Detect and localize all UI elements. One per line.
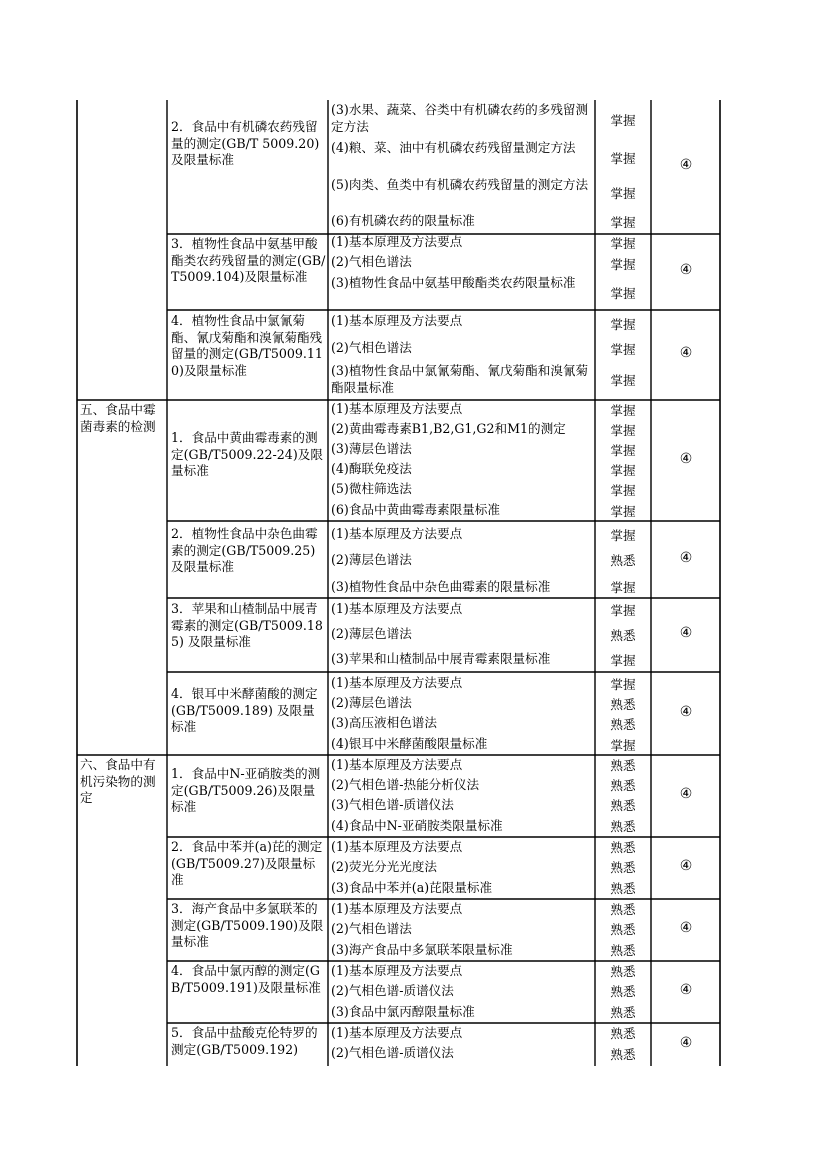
level-badge: 掌握 xyxy=(610,215,636,230)
point-text: (1)基本原理及方法要点 xyxy=(331,601,463,616)
level-badge: 掌握 xyxy=(610,257,636,272)
level-badge: 掌握 xyxy=(610,342,636,357)
level-badge: 掌握 xyxy=(610,403,636,418)
level-badge: 掌握 xyxy=(610,317,636,332)
point-text: (2)薄层色谱法 xyxy=(331,695,412,710)
level-badge: 熟悉 xyxy=(610,1005,636,1020)
mark-circled-4: ④ xyxy=(679,625,693,641)
mark-circled-4: ④ xyxy=(679,920,693,936)
level-badge: 掌握 xyxy=(610,580,636,595)
item-title: 2．食品中有机磷农药残留量的测定(GB/T 5009.20)及限量标准 xyxy=(171,119,320,167)
point-text: (3)植物性食品中杂色曲霉素的限量标准 xyxy=(331,579,551,594)
mark-circled-4: ④ xyxy=(679,345,693,361)
point-text: (4)食品中N-亚硝胺类限量标准 xyxy=(331,818,503,833)
mark-circled-4: ④ xyxy=(679,262,693,278)
point-text: (4)银耳中米酵菌酸限量标准 xyxy=(331,736,488,751)
mark-circled-4: ④ xyxy=(679,858,693,874)
point-text: (6)有机磷农药的限量标准 xyxy=(331,213,475,228)
mark-circled-4: ④ xyxy=(679,1034,693,1051)
level-badge: 掌握 xyxy=(610,738,636,753)
mark-circled-4: ④ xyxy=(679,450,693,467)
level-badge: 熟悉 xyxy=(610,758,636,773)
level-badge: 掌握 xyxy=(610,373,636,388)
level-badge: 掌握 xyxy=(610,151,636,166)
level-badge: 掌握 xyxy=(610,286,636,301)
level-badge: 掌握 xyxy=(610,603,636,618)
item-title: 4．银耳中米酵菌酸的测定(GB/T5009.189) 及限量标准 xyxy=(171,686,318,734)
item-title: 3．苹果和山楂制品中展青霉素的测定(GB/T5009.185) 及限量标准 xyxy=(171,601,323,649)
item-title: 2．植物性食品中杂色曲霉素的测定(GB/T5009.25) 及限量标准 xyxy=(171,526,318,574)
level-badge: 熟悉 xyxy=(610,697,636,712)
level-badge: 掌握 xyxy=(610,528,636,543)
level-badge: 熟悉 xyxy=(610,964,636,979)
point-text: (1)基本原理及方法要点 xyxy=(331,901,463,916)
level-badge: 掌握 xyxy=(610,483,636,498)
point-text: (3)海产食品中多氯联苯限量标准 xyxy=(331,942,513,957)
item-title: 3．海产食品中多氯联苯的测定(GB/T5009.190)及限量标准 xyxy=(171,901,324,949)
point-text: (2)薄层色谱法 xyxy=(331,626,412,641)
mark-circled-4: ④ xyxy=(679,157,693,173)
point-text: (4)酶联免疫法 xyxy=(331,461,412,476)
level-badge: 掌握 xyxy=(610,236,636,251)
point-text: (3)薄层色谱法 xyxy=(331,441,412,456)
level-badge: 熟悉 xyxy=(610,984,636,999)
point-text: (1)基本原理及方法要点 xyxy=(331,401,463,416)
level-badge: 掌握 xyxy=(610,423,636,438)
point-text: (1)基本原理及方法要点 xyxy=(331,675,463,690)
level-badge: 熟悉 xyxy=(610,717,636,732)
level-badge: 熟悉 xyxy=(610,553,636,568)
point-text: (1)基本原理及方法要点 xyxy=(331,839,463,854)
level-badge: 掌握 xyxy=(610,443,636,458)
level-badge: 熟悉 xyxy=(610,1047,636,1062)
point-text: (1)基本原理及方法要点 xyxy=(331,526,463,541)
point-text: (3)高压液相色谱法 xyxy=(331,715,437,730)
level-badge: 掌握 xyxy=(610,504,636,519)
level-badge: 熟悉 xyxy=(610,1026,636,1041)
point-text: (3)水果、蔬菜、谷类中有机磷农药的多残留测定方法 xyxy=(331,102,589,134)
point-text: (6)食品中黄曲霉毒素限量标准 xyxy=(331,502,500,517)
point-text: (2)气相色谱法 xyxy=(331,921,412,936)
level-badge: 熟悉 xyxy=(610,881,636,896)
level-badge: 熟悉 xyxy=(610,943,636,958)
point-text: (3)气相色谱-质谱仪法 xyxy=(331,797,454,812)
mark-circled-4: ④ xyxy=(679,549,693,566)
point-text: (2)气相色谱法 xyxy=(331,340,412,355)
point-text: (3)植物性食品中氯氰菊酯、氰戊菊酯和溴氰菊酯限量标准 xyxy=(331,363,589,395)
point-text: (1)基本原理及方法要点 xyxy=(331,234,463,249)
level-badge: 掌握 xyxy=(610,653,636,668)
section-label: 五、食品中霉菌毒素的检测 xyxy=(80,402,156,434)
point-text: (5)肉类、鱼类中有机磷农药残留量的测定方法 xyxy=(331,177,589,192)
level-badge: 熟悉 xyxy=(610,922,636,937)
section-label: 六、食品中有机污染物的测定 xyxy=(80,757,156,805)
mark-circled-4: ④ xyxy=(679,703,693,720)
point-text: (2)气相色谱-热能分析仪法 xyxy=(331,777,480,792)
point-text: (2)黄曲霉毒素B1,B2,G1,G2和M1的测定 xyxy=(331,421,566,436)
point-text: (2)气相色谱-质谱仪法 xyxy=(331,1045,454,1060)
point-text: (2)薄层色谱法 xyxy=(331,552,412,567)
point-text: (2)气相色谱-质谱仪法 xyxy=(331,983,454,998)
level-badge: 掌握 xyxy=(610,186,636,201)
item-title: 1．食品中黄曲霉毒素的测定(GB/T5009.22-24)及限量标准 xyxy=(171,430,323,478)
point-text: (1)基本原理及方法要点 xyxy=(331,1025,463,1040)
level-badge: 熟悉 xyxy=(610,860,636,875)
item-title: 4．食品中氯丙醇的测定(GB/T5009.191)及限量标准 xyxy=(171,963,321,995)
point-text: (1)基本原理及方法要点 xyxy=(331,757,463,772)
point-text: (3)苹果和山楂制品中展青霉素限量标准 xyxy=(331,651,551,666)
point-text: (3)食品中氯丙醇限量标准 xyxy=(331,1004,475,1019)
level-badge: 熟悉 xyxy=(610,798,636,813)
point-text: (2)气相色谱法 xyxy=(331,254,412,269)
point-text: (1)基本原理及方法要点 xyxy=(331,313,463,328)
mark-circled-4: ④ xyxy=(679,786,693,802)
item-title: 1．食品中N-亚硝胺类的测定(GB/T5009.26)及限量标准 xyxy=(171,766,321,814)
point-text: (5)微柱筛选法 xyxy=(331,481,412,496)
item-title: 2．食品中苯并(a)芘的测定(GB/T5009.27)及限量标准 xyxy=(171,839,323,887)
level-badge: 掌握 xyxy=(610,113,636,128)
level-badge: 熟悉 xyxy=(610,819,636,834)
item-title: 4．植物性食品中氯氰菊酯、氰戊菊酯和溴氰菊酯残留量的测定(GB/T5009.110)及限量标准 xyxy=(171,313,323,378)
mark-circled-4: ④ xyxy=(679,982,693,998)
level-badge: 熟悉 xyxy=(610,902,636,917)
point-text: (3)食品中苯并(a)芘限量标准 xyxy=(331,880,493,895)
point-text: (4)粮、菜、油中有机磷农药残留量测定方法 xyxy=(331,140,576,155)
level-badge: 熟悉 xyxy=(610,840,636,855)
level-badge: 掌握 xyxy=(610,677,636,692)
point-text: (1)基本原理及方法要点 xyxy=(331,963,463,978)
point-text: (3)植物性食品中氨基甲酸酯类农药限量标准 xyxy=(331,275,576,290)
level-badge: 掌握 xyxy=(610,463,636,478)
item-title: 5．食品中盐酸克伦特罗的测定(GB/T5009.192) xyxy=(171,1025,318,1057)
point-text: (2)荧光分光光度法 xyxy=(331,859,437,874)
level-badge: 熟悉 xyxy=(610,628,636,643)
item-title: 3．植物性食品中氨基甲酸酯类农药残留量的测定(GB/T5009.104)及限量标准 xyxy=(171,236,326,284)
level-badge: 熟悉 xyxy=(610,778,636,793)
